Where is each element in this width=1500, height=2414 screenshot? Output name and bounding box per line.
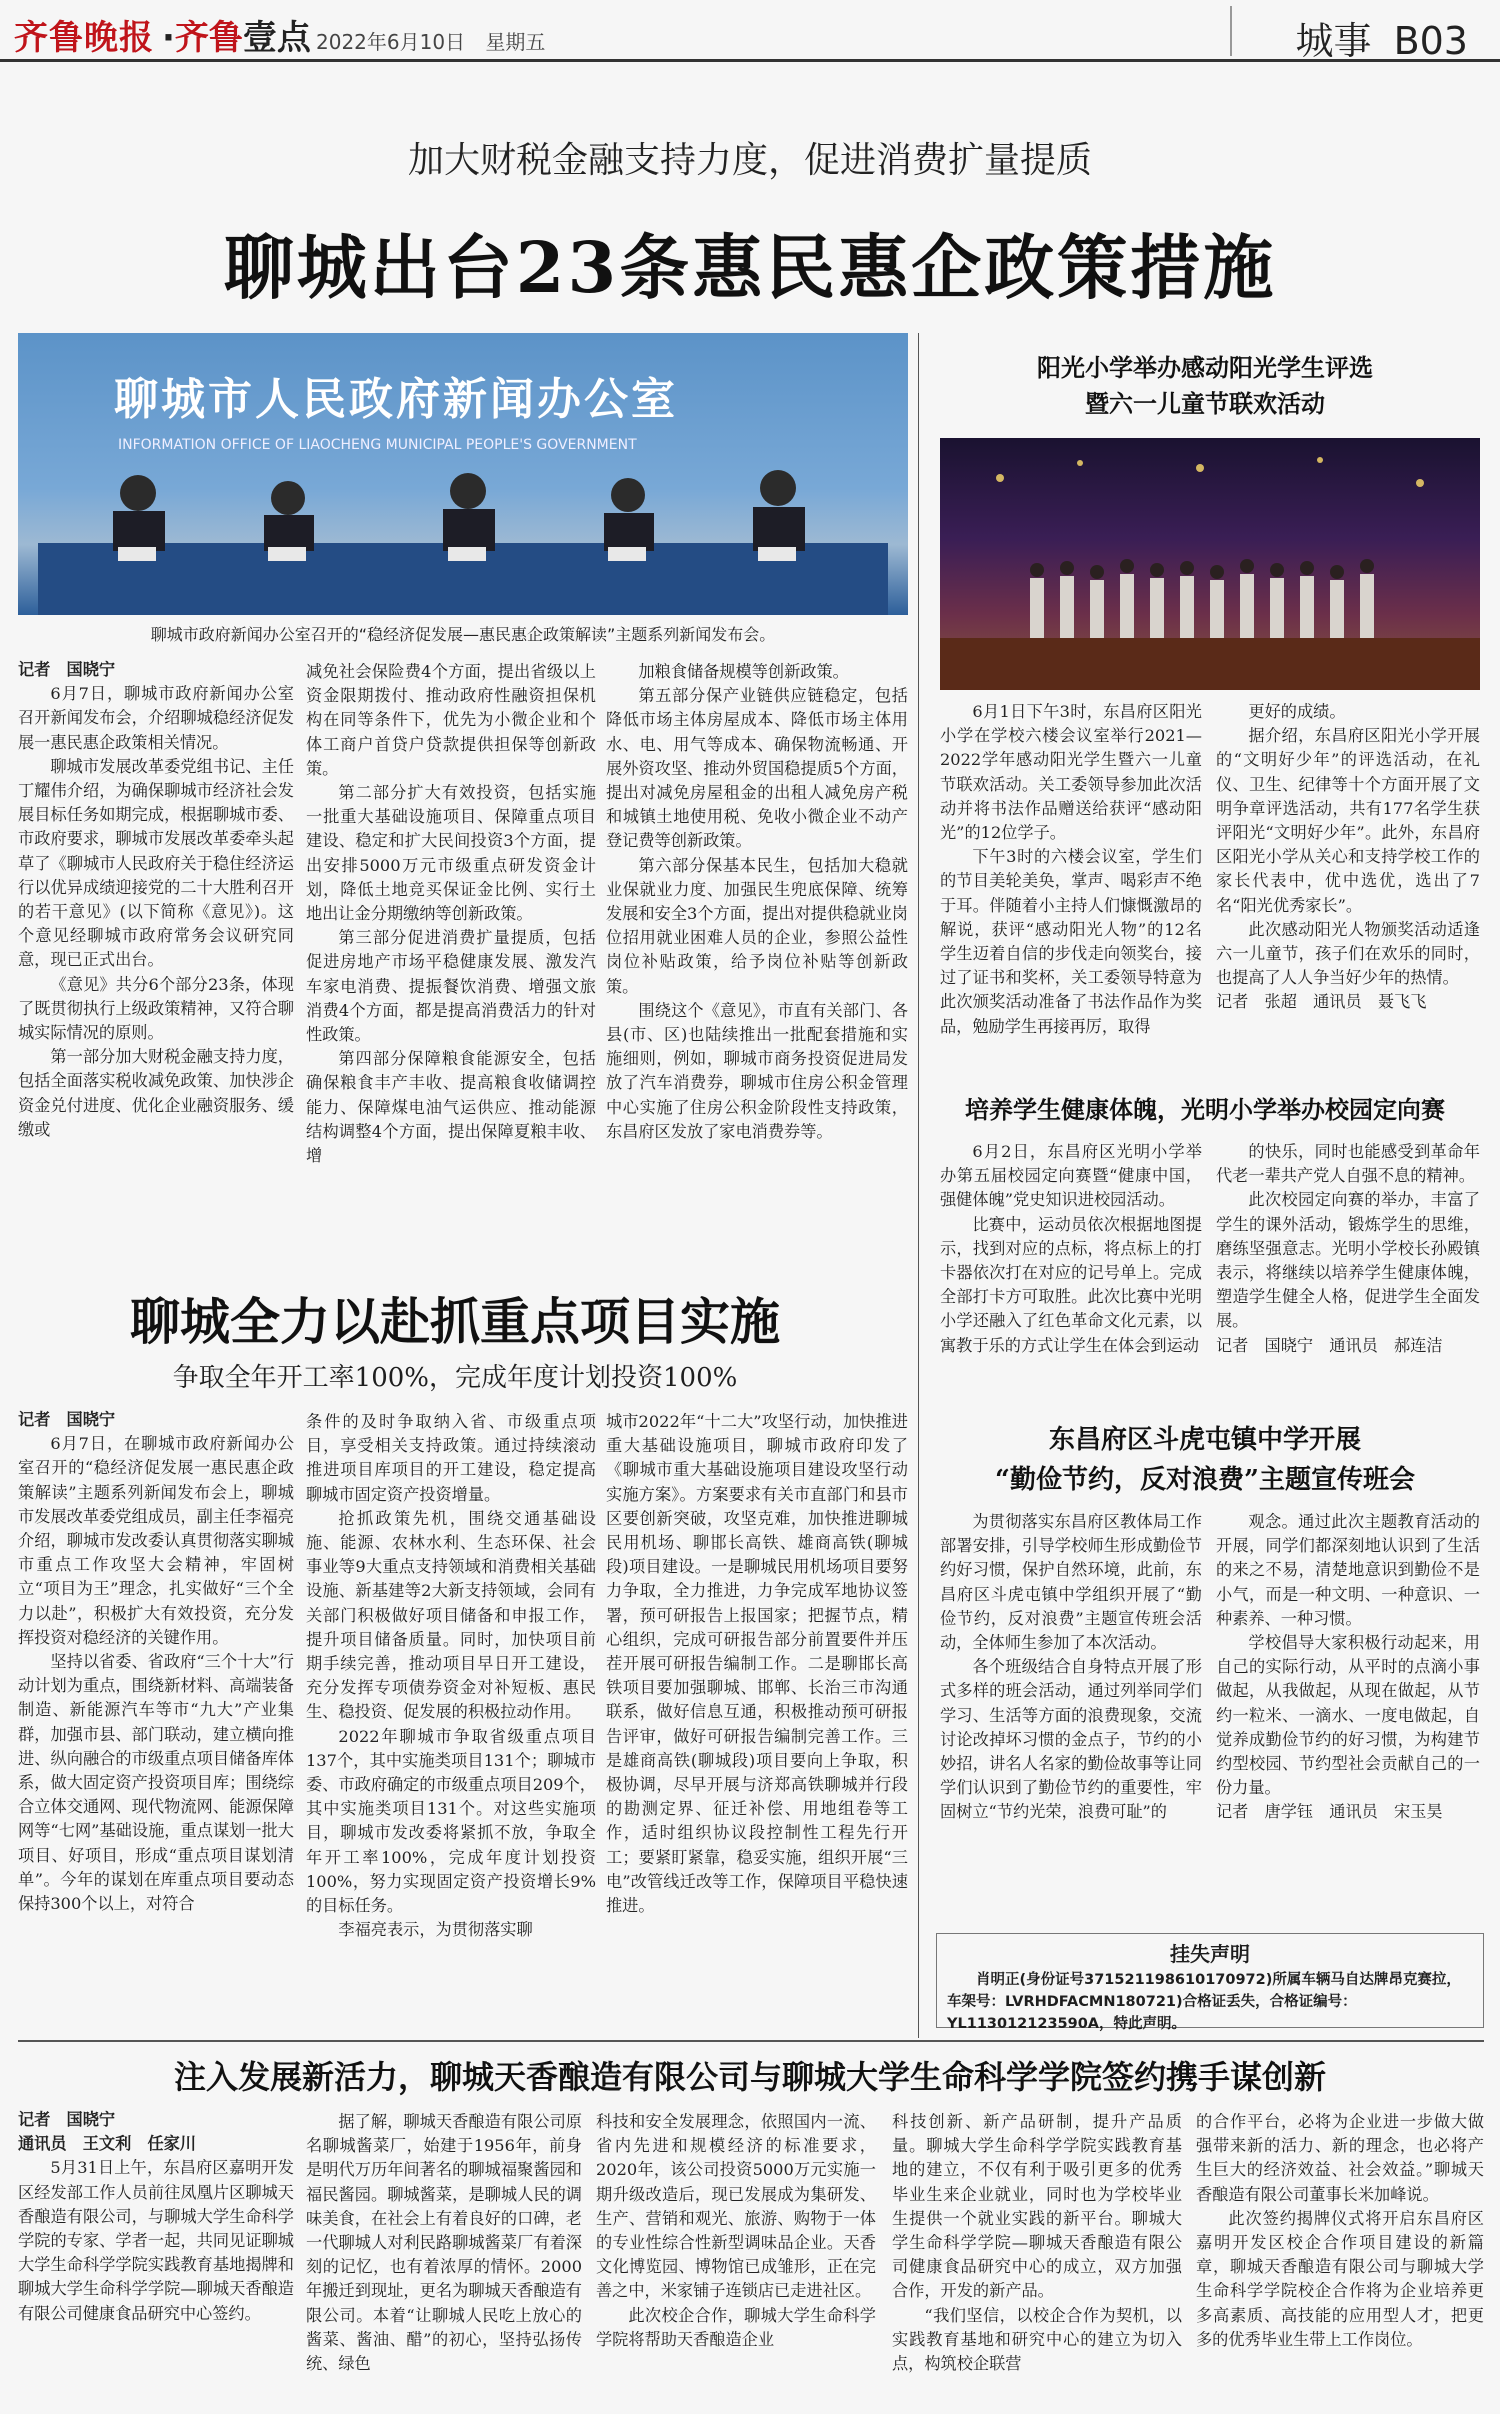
article-paragraph: 此次校企合作，聊城大学生命科学学院将帮助天香酿造企业 [596, 2305, 876, 2349]
projects-column-2 [306, 1410, 596, 1942]
article-paragraph: 观念。通过此次主题教育活动的开展，同学们都深刻地认识到了生活的来之不易，清楚地意识到勤俭不是小气，而是一种文明、一种意识、一种素养、一种习惯。 [1216, 1512, 1480, 1628]
article-paragraph: 此次签约揭牌仪式将开启东昌府区嘉明开发区校企合作项目建设的新篇章，聊城天香酿造有限公司与聊城大学生命科学学院校企合作将为企业培养更多高素质、高技能的应用型人才，把更多的优秀毕业生带上工作岗位。 [1196, 2208, 1484, 2349]
article-paragraph: 2022年聊城市争取省级重点项目137个，其中实施类项目131个；聊城市委、市政府确定的市级重点项目209个，其中实施类项目131个。对这些实施项目，聊城市发改委将紧抓不放，争取全年开工率100%，完成年度计划投资100%，努力实现固定资产投资增长9%的目标任务。 [306, 1726, 596, 1916]
article-paragraph: 围绕这个《意见》，市直有关部门、各县(市、区)也陆续推出一批配套措施和实施细则，例如，聊城市商务投资促进局发放了汽车消费券，聊城市住房公积金管理中心实施了住房公积金阶段性支持政策，东昌府区发放了家电消费券等。 [606, 1000, 908, 1141]
article-text [606, 660, 908, 1144]
projects-column-3 [606, 1410, 908, 1918]
article-paragraph: 科技和安全发展理念，依照国内一流、省内先进和规模经济的标准要求，2020年，该公司投资5000万元实施一期升级改造后，现已发展成为集研发、生产、营销和观光、旅游、购物于一体的专业性综合性新型调味品企业。天香文化博览园、博物馆已成雏形，正在完善之中，米家铺子连锁店已走进社区。 [596, 2112, 876, 2301]
article-paragraph: 第五部分保产业链供应链稳定，包括降低市场主体房屋成本、降低市场主体用水、电、用气等成本、确保物流畅通、开展外资攻坚、推动外贸国稳提质5个方面，提出对减免房屋租金的出租人减免房产税和城镇土地使用税、免收小微企业不动产登记费等创新政策。 [606, 686, 908, 851]
loss-notice [936, 1933, 1484, 2032]
article-paragraph: 第四部分保障粮食能源安全，包括确保粮食丰产丰收、提高粮食收储调控能力、保障煤电油气运供应、推动能源结构调整4个方面，提出保障夏粮丰收、增 [306, 1049, 596, 1166]
article-text [940, 1510, 1202, 1825]
photo-banner-cn: 聊城市人民政府新闻办公室 [114, 374, 678, 425]
dongchang-byline: 记者 唐学钰 通讯员 宋玉昊 [1216, 1802, 1443, 1822]
article-text [1216, 1510, 1480, 1800]
article-text [18, 2156, 294, 2325]
article-paragraph: 各个班级结合自身特点开展了形式多样的班会活动，通过列举同学们学习、生活等方面的浪费现象，交流讨论改掉坏习惯的金点子，节约的小妙招，讲名人名家的勤俭故事等让同学们认识到了勤俭节约的重要性，牢固树立“节约光荣，浪费可耻”的 [940, 1657, 1202, 1822]
article-paragraph: 李福亮表示，为贯彻落实聊 [338, 1920, 533, 1940]
article-text [18, 1432, 294, 1916]
article-paragraph: 条件的及时争取纳入省、市级重点项目，享受相关支持政策。通过持续滚动推进项目库项目的开工建设，稳定提高聊城市固定资产投资增量。 [306, 1412, 596, 1504]
article-text [1196, 2110, 1484, 2352]
stage-ceremony-photo [940, 438, 1480, 690]
projects-byline: 记者 国晓宁 [18, 1410, 116, 1429]
article-paragraph: 下午3时的六楼会议室，学生们的节目美轮美奂，掌声、喝彩声不绝于耳。伴随着小主持人们慷慨激昂的解说，获评“感动阳光人物”的12名学生迈着自信的步伐走向领奖台，接过了证书和奖杯，关工委领导特意为此次颁奖活动准备了书法作品作为奖品，勉励学生再接再厉，取得 [940, 847, 1202, 1036]
projects-column-1 [18, 1408, 294, 1916]
projects-headline: 聊城全力以赴抓重点项目实施 [130, 1292, 780, 1351]
masthead [0, 0, 1500, 62]
article-text [940, 1140, 1202, 1358]
article-paragraph: 抢抓政策先机，围绕交通基础设施、能源、农林水利、生态环保、社会事业等9大重点支持领域和消费相关基础设施、新基建等2大新支持领域，会同有关部门积极做好项目储备和申报工作，提升项目储备质量。同时，加快项目前期手续完善，推动项目早日开工建设，充分发挥专项债券资金对补短板、惠民生、稳投资、促发展的积极拉动作用。 [306, 1508, 596, 1722]
article-paragraph: 《意见》共分6个部分23条，体现了既贯彻执行上级政策精神，又符合聊城实际情况的原则。 [18, 974, 294, 1043]
article-paragraph: 科技创新、新产品研制，提升产品质量。聊城大学生命科学学院实践教育基地的建立，不仅有利于吸引更多的优秀毕业生来企业就业，同时也为学校毕业生提供一个就业实践的新平台。聊城大学生命科学学院—聊城天香酿造有限公司健康食品研究中心的成立，双方加强合作，开发的新产品。 [892, 2112, 1182, 2301]
article-paragraph: 第六部分保基本民生，包括加大稳就业保就业力度、加强民生兜底保障、统筹发展和安全3个方面，提出对提供稳就业岗位招用就业困难人员的企业，参照公益性岗位补贴政策，给予岗位补贴等创新政策。 [606, 855, 908, 996]
projects-subhead: 争取全年开工率100%，完成年度计划投资100% [172, 1363, 738, 1393]
article-text [940, 700, 1202, 1039]
lead-column-1 [18, 658, 294, 1142]
article-text [306, 2110, 582, 2376]
coop-column-1 [18, 2108, 294, 2326]
photo-banner-en: INFORMATION OFFICE OF LIAOCHENG MUNICIPAL PEOPLE'S GOVERNMENT [118, 437, 637, 453]
issue-date: 2022年6月10日 星期五 [316, 30, 546, 54]
article-text [306, 1410, 596, 1942]
coop-column-4 [892, 2110, 1182, 2376]
coop-column-5 [1196, 2110, 1484, 2352]
school2-column-b [1216, 1140, 1480, 1358]
section-page: 城事 B03 [1295, 19, 1468, 63]
article-text [18, 682, 294, 1142]
article-paragraph: 学校倡导大家积极行动起来，用自己的实际行动，从平时的点滴小事做起，从我做起，从现在做起，从节约一粒米、一滴水、一度电做起，自觉养成勤俭节约的好习惯，为构建节约型校园、节约型社会贡献自己的一份力量。 [1216, 1633, 1480, 1798]
coop-byline-1: 记者 国晓宁 [18, 2110, 116, 2129]
article-paragraph: 此次感动阳光人物颁奖活动适逢六一儿童节，孩子们在欢乐的同时，也提高了人人争当好少年的热情。 [1216, 919, 1480, 988]
school1-column-a [940, 700, 1202, 1039]
coop-column-3 [596, 2110, 876, 2352]
school2-byline: 记者 国晓宁 通讯员 郝连洁 [1216, 1335, 1443, 1355]
article-paragraph: 更好的成绩。 [1248, 702, 1346, 721]
article-paragraph: 的快乐，同时也能感受到革命年代老一辈共产党人自强不息的精神。 [1216, 1142, 1480, 1186]
article-paragraph: 减免社会保险费4个方面，提出省级以上资金限期拨付、推动政府性融资担保机构在同等条件下，优先为小微企业和个体工商户首贷户贷款提供担保等创新政策。 [306, 662, 596, 778]
press-conference-photo [18, 333, 908, 615]
photo-caption: 聊城市政府新闻办公室召开的“稳经济促发展—惠民惠企政策解读”主题系列新闻发布会。 [150, 625, 776, 644]
coop-byline-2: 通讯员 王文利 任家川 [18, 2134, 197, 2154]
speakers-illustration [18, 333, 908, 615]
dongchang-title: 东昌府区斗虎屯镇中学开展 “勤俭节约，反对浪费”主题宣传班会 [995, 1425, 1415, 1495]
notice-body: 肖明正(身份证号371521198610170972)所属车辆马自达牌昂克赛拉，车架号：LVRHDFACMN180721)合格证丢失，合格证编号：YL113012123590A，特此声明。 [947, 1972, 1461, 2032]
article-text [1216, 1140, 1480, 1334]
lead-byline: 记者 国晓宁 [18, 660, 116, 679]
article-paragraph: 此次校园定向赛的举办，丰富了学生的课外活动，锻炼学生的思维，磨练坚强意志。光明小学校长孙殿镇表示，将继续以培养学生健康体魄，塑造学生健全人格，促进学生全面发展。 [1216, 1190, 1480, 1331]
article-paragraph: 为贯彻落实东昌府区教体局工作部署安排，引导学校师生形成勤俭节约好习惯，保护自然环境，此前，东昌府区斗虎屯镇中学组织开展了“勤俭节约，反对浪费”主题宣传班会活动，全体师生参加了本次活动。 [940, 1512, 1202, 1653]
coop-headline: 注入发展新活力，聊城天香酿造有限公司与聊城大学生命科学学院签约携手谋创新 [173, 2058, 1326, 2096]
article-paragraph: 聊城市发展改革委党组书记、主任丁耀伟介绍，为确保聊城市经济社会发展目标任务如期完成，根据聊城市委、市政府要求，聊城市发展改革委牵头起草了《聊城市人民政府关于稳住经济运行以优异成绩迎接党的二十大胜利召开的若干意见》(以下简称《意见》)。这个意见经聊城市政府常务会议研究同意，现已正式出台。 [18, 756, 294, 970]
notice-title: 挂失声明 [1170, 1942, 1250, 1966]
article-paragraph: 5月31日上午，东昌府区嘉明开发区经发部工作人员前往凤凰片区聊城天香酿造有限公司，与聊城大学生命科学学院的专家、学者一起，共同见证聊城大学生命科学学院实践教育基地揭牌和聊城大学生命科学学院—聊城天香酿造有限公司健康食品研究中心签约。 [18, 2158, 294, 2323]
school1-byline: 记者 张超 通讯员 聂飞飞 [1216, 992, 1427, 1012]
lead-column-3 [606, 660, 908, 1144]
article-paragraph: 6月2日，东昌府区光明小学举办第五届校园定向赛暨“健康中国，强健体魄”党史知识进校园活动。 [940, 1142, 1202, 1210]
article-paragraph: 第三部分促进消费扩量提质，包括促进房地产市场平稳健康发展、激发汽车家电消费、提振餐饮消费、增强文旅消费4个方面，都是提高消费活力的针对性政策。 [306, 928, 596, 1045]
article-text [606, 1410, 908, 1918]
lead-kicker: 加大财税金融支持力度，促进消费扩量提质 [407, 140, 1092, 181]
article-paragraph: 据介绍，东昌府区阳光小学开展的“文明好少年”的评选活动，在礼仪、卫生、纪律等十个方面开展了文明争章评选活动，共有177名学生获评阳光“文明好少年”。此外，东昌府区阳光小学从关心和支持学校工作的家长代表中，优中选优，选出了7名“阳光优秀家长”。 [1216, 726, 1480, 915]
school2-title: 培养学生健康体魄，光明小学举办校园定向赛 [965, 1095, 1445, 1124]
school1-title: 阳光小学举办感动阳光学生评选 暨六一儿童节联欢活动 [1037, 353, 1373, 418]
newspaper-logo: 齐鲁晚报 [14, 18, 154, 58]
coop-column-2 [306, 2110, 582, 2376]
article-paragraph: 比赛中，运动员依次根据地图提示，找到对应的点标，将点标上的打卡器依次打在对应的记号单上。完成全部打卡方可取胜。此次比赛中光明小学还融入了红色革命文化元素，以寓教于乐的方式让学生在体会到运动 [940, 1214, 1202, 1355]
article-paragraph: 第二部分扩大有效投资，包括实施一批重大基础设施项目、保障重点项目建设、稳定和扩大民间投资3个方面，提出安排5000万元市级重点研发资金计划，降低土地竞买保证金比例、实行土地出让金分期缴纳等创新政策。 [306, 783, 596, 924]
article-text [892, 2110, 1182, 2376]
header-divider [1230, 6, 1232, 56]
article-paragraph: 城市2022年“十二大”攻坚行动，加快推进重大基础设施项目，聊城市政府印发了《聊城市重大基础设施项目建设攻坚行动实施方案》。方案要求有关市直部门和县市区要创新突破，攻坚克难，加快推进聊城民用机场、聊邯长高铁、雄商高铁(聊城段)项目建设。一是聊城民用机场项目要努力争取，全力推进，力争完成军地协议签署，预可研报告上报国家；把握节点，精心组织，完成可研报告部分前置要件并压茬开展可研报告编制工作。二是聊邯长高铁项目要加强聊城、邯郸、长治三市沟通联系，做好信息互通，积极推动预可研报告评审，做好可研报告编制完善工作。三是雄商高铁(聊城段)项目要向上争取，积极协调，尽早开展与济郑高铁聊城并行段的勘测定界、征迁补偿、用地组卷等工作，适时组织协议段控制性工程先行开工；要紧盯紧靠，稳妥实施，组织开展“三电”改管线迁改等工作，保障项目平稳快速推进。 [606, 1412, 908, 1916]
article-paragraph: 坚持以省委、省政府“三个十大”行动计划为重点，围绕新材料、高端装备制造、新能源汽车等市“九大”产业集群，加强市县、部门联动，建立横向推进、纵向融合的市级重点项目储备库体系，做大固定资产投资项目库；围绕综合立体交通网、现代物流网、能源保障网等“七网”基础设施，重点谋划一批大项目、好项目，形成“重点项目谋划清单”。今年的谋划在库重点项目要动态保持300个以上，对符合 [18, 1652, 294, 1914]
article-paragraph: 6月7日，在聊城市政府新闻办公室召开的“稳经济促发展一惠民惠企政策解读”主题系列新闻发布会上，聊城市发展改革委党组成员，副主任李福亮介绍，聊城市发改委认真贯彻落实聊城市重点工作攻坚大会精神，牢固树立“项目为王”理念，扎实做好“三个全力以赴”，积极扩大有效投资，充分发挥投资对稳经济的关键作用。 [18, 1434, 294, 1647]
article-text [1216, 700, 1480, 990]
article-paragraph: 6月7日，聊城市政府新闻办公室召开新闻发布会，介绍聊城稳经济促发展一惠民惠企政策相关情况。 [18, 684, 294, 752]
section-divider [18, 2040, 1484, 2042]
lead-column-2 [306, 660, 596, 1168]
article-paragraph: 加粮食储备规模等创新政策。 [638, 662, 849, 681]
school1-column-b [1216, 700, 1480, 1015]
article-paragraph: “我们坚信，以校企合作为契机，以实践教育基地和研究中心的建立为切入点，构筑校企联营 [892, 2305, 1182, 2374]
column-divider [918, 333, 919, 2038]
dongchang-column-a [940, 1510, 1202, 1825]
app-logo: ·齐鲁壹点 [162, 18, 311, 58]
dongchang-column-b [1216, 1510, 1480, 1825]
stage-students-illustration [940, 438, 1480, 690]
article-paragraph: 的合作平台，必将为企业进一步做大做强带来新的活力、新的理念，也必将产生巨大的经济效益、社会效益。”聊城天香酿造有限公司董事长米加峰说。 [1196, 2112, 1484, 2204]
article-paragraph: 第一部分加大财税金融支持力度，包括全面落实税收减免政策、加快涉企资金兑付进度、优化企业融资服务、缓缴或 [18, 1047, 294, 1139]
lead-headline: 聊城出台23条惠民惠企政策措施 [223, 226, 1277, 309]
article-text [306, 660, 596, 1168]
article-text [596, 2110, 876, 2352]
article-paragraph: 6月1日下午3时，东昌府区阳光小学在学校六楼会议室举行2021—2022学年感动阳光学生暨六一儿童节联欢活动。关工委领导参加此次活动并将书法作品赠送给获评“感动阳光”的12位学子。 [940, 702, 1202, 843]
article-paragraph: 据了解，聊城天香酿造有限公司原名聊城酱菜厂，始建于1956年，前身是明代万历年间著名的聊城福聚酱园和福民酱园。聊城酱菜，是聊城人民的调味美食，在社会上有着良好的口碑，老一代聊城人对利民路聊城酱菜厂有着深刻的记忆，也有着浓厚的情怀。2000年搬迁到现址，更名为聊城天香酿造有限公司。本着“让聊城人民吃上放心的酱菜、酱油、醋”的初心，坚持弘扬传统、绿色 [306, 2112, 582, 2374]
school2-column-a [940, 1140, 1202, 1358]
